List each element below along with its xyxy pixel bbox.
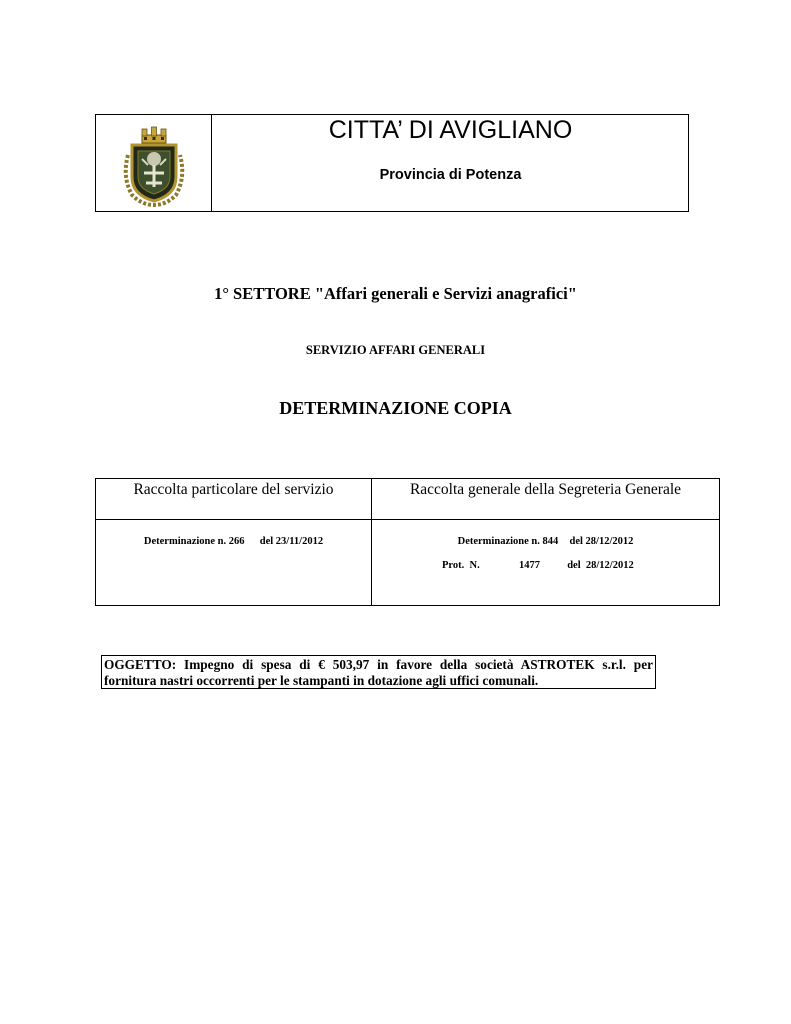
col2-det-label: Determinazione n. 844 [457, 536, 559, 547]
servizio-heading: SERVIZIO AFFARI GENERALI [305, 343, 486, 357]
col2-body-cell [372, 520, 720, 606]
col1-determination [96, 536, 371, 547]
city-coat-of-arms-icon [118, 125, 190, 207]
col2-header: Raccolta generale della Segreteria Generale [409, 481, 682, 498]
col2-header-cell [372, 479, 720, 520]
oggetto-line-1: OGGETTO: Impegno di spesa di € 503,97 in favore della società ASTROTEK s.r.l. per [104, 657, 653, 672]
col2-det-date: del 28/12/2012 [569, 536, 634, 547]
table-header-row [96, 479, 720, 520]
protocol-line [372, 560, 719, 571]
col1-det-label: Determinazione n. 266 [143, 536, 245, 547]
prot-date: del 28/12/2012 [567, 560, 634, 571]
city-title: CITTA’ DI AVIGLIANO [328, 116, 573, 144]
crest-cell [96, 115, 212, 211]
table-body-row [96, 520, 720, 606]
determination-type-heading: DETERMINAZIONE COPIA [279, 398, 512, 418]
oggetto-line-2: fornitura nastri occorrenti per le stampanti in dotazione agli uffici comunali. [104, 672, 539, 688]
col1-body-cell [96, 520, 372, 606]
col1-det-date: del 23/11/2012 [259, 536, 324, 547]
col1-header: Raccolta particolare del servizio [133, 481, 334, 498]
oggetto-box [101, 655, 656, 689]
header-box [95, 114, 689, 212]
prot-label: Prot. N. [442, 560, 480, 571]
settore-heading: 1° SETTORE "Affari generali e Servizi anagrafici" [214, 284, 577, 303]
col2-determination [372, 536, 719, 547]
prot-number: 1477 [518, 560, 540, 571]
province-subtitle: Provincia di Potenza [379, 167, 522, 183]
col1-header-cell [96, 479, 372, 520]
register-table [95, 478, 720, 606]
